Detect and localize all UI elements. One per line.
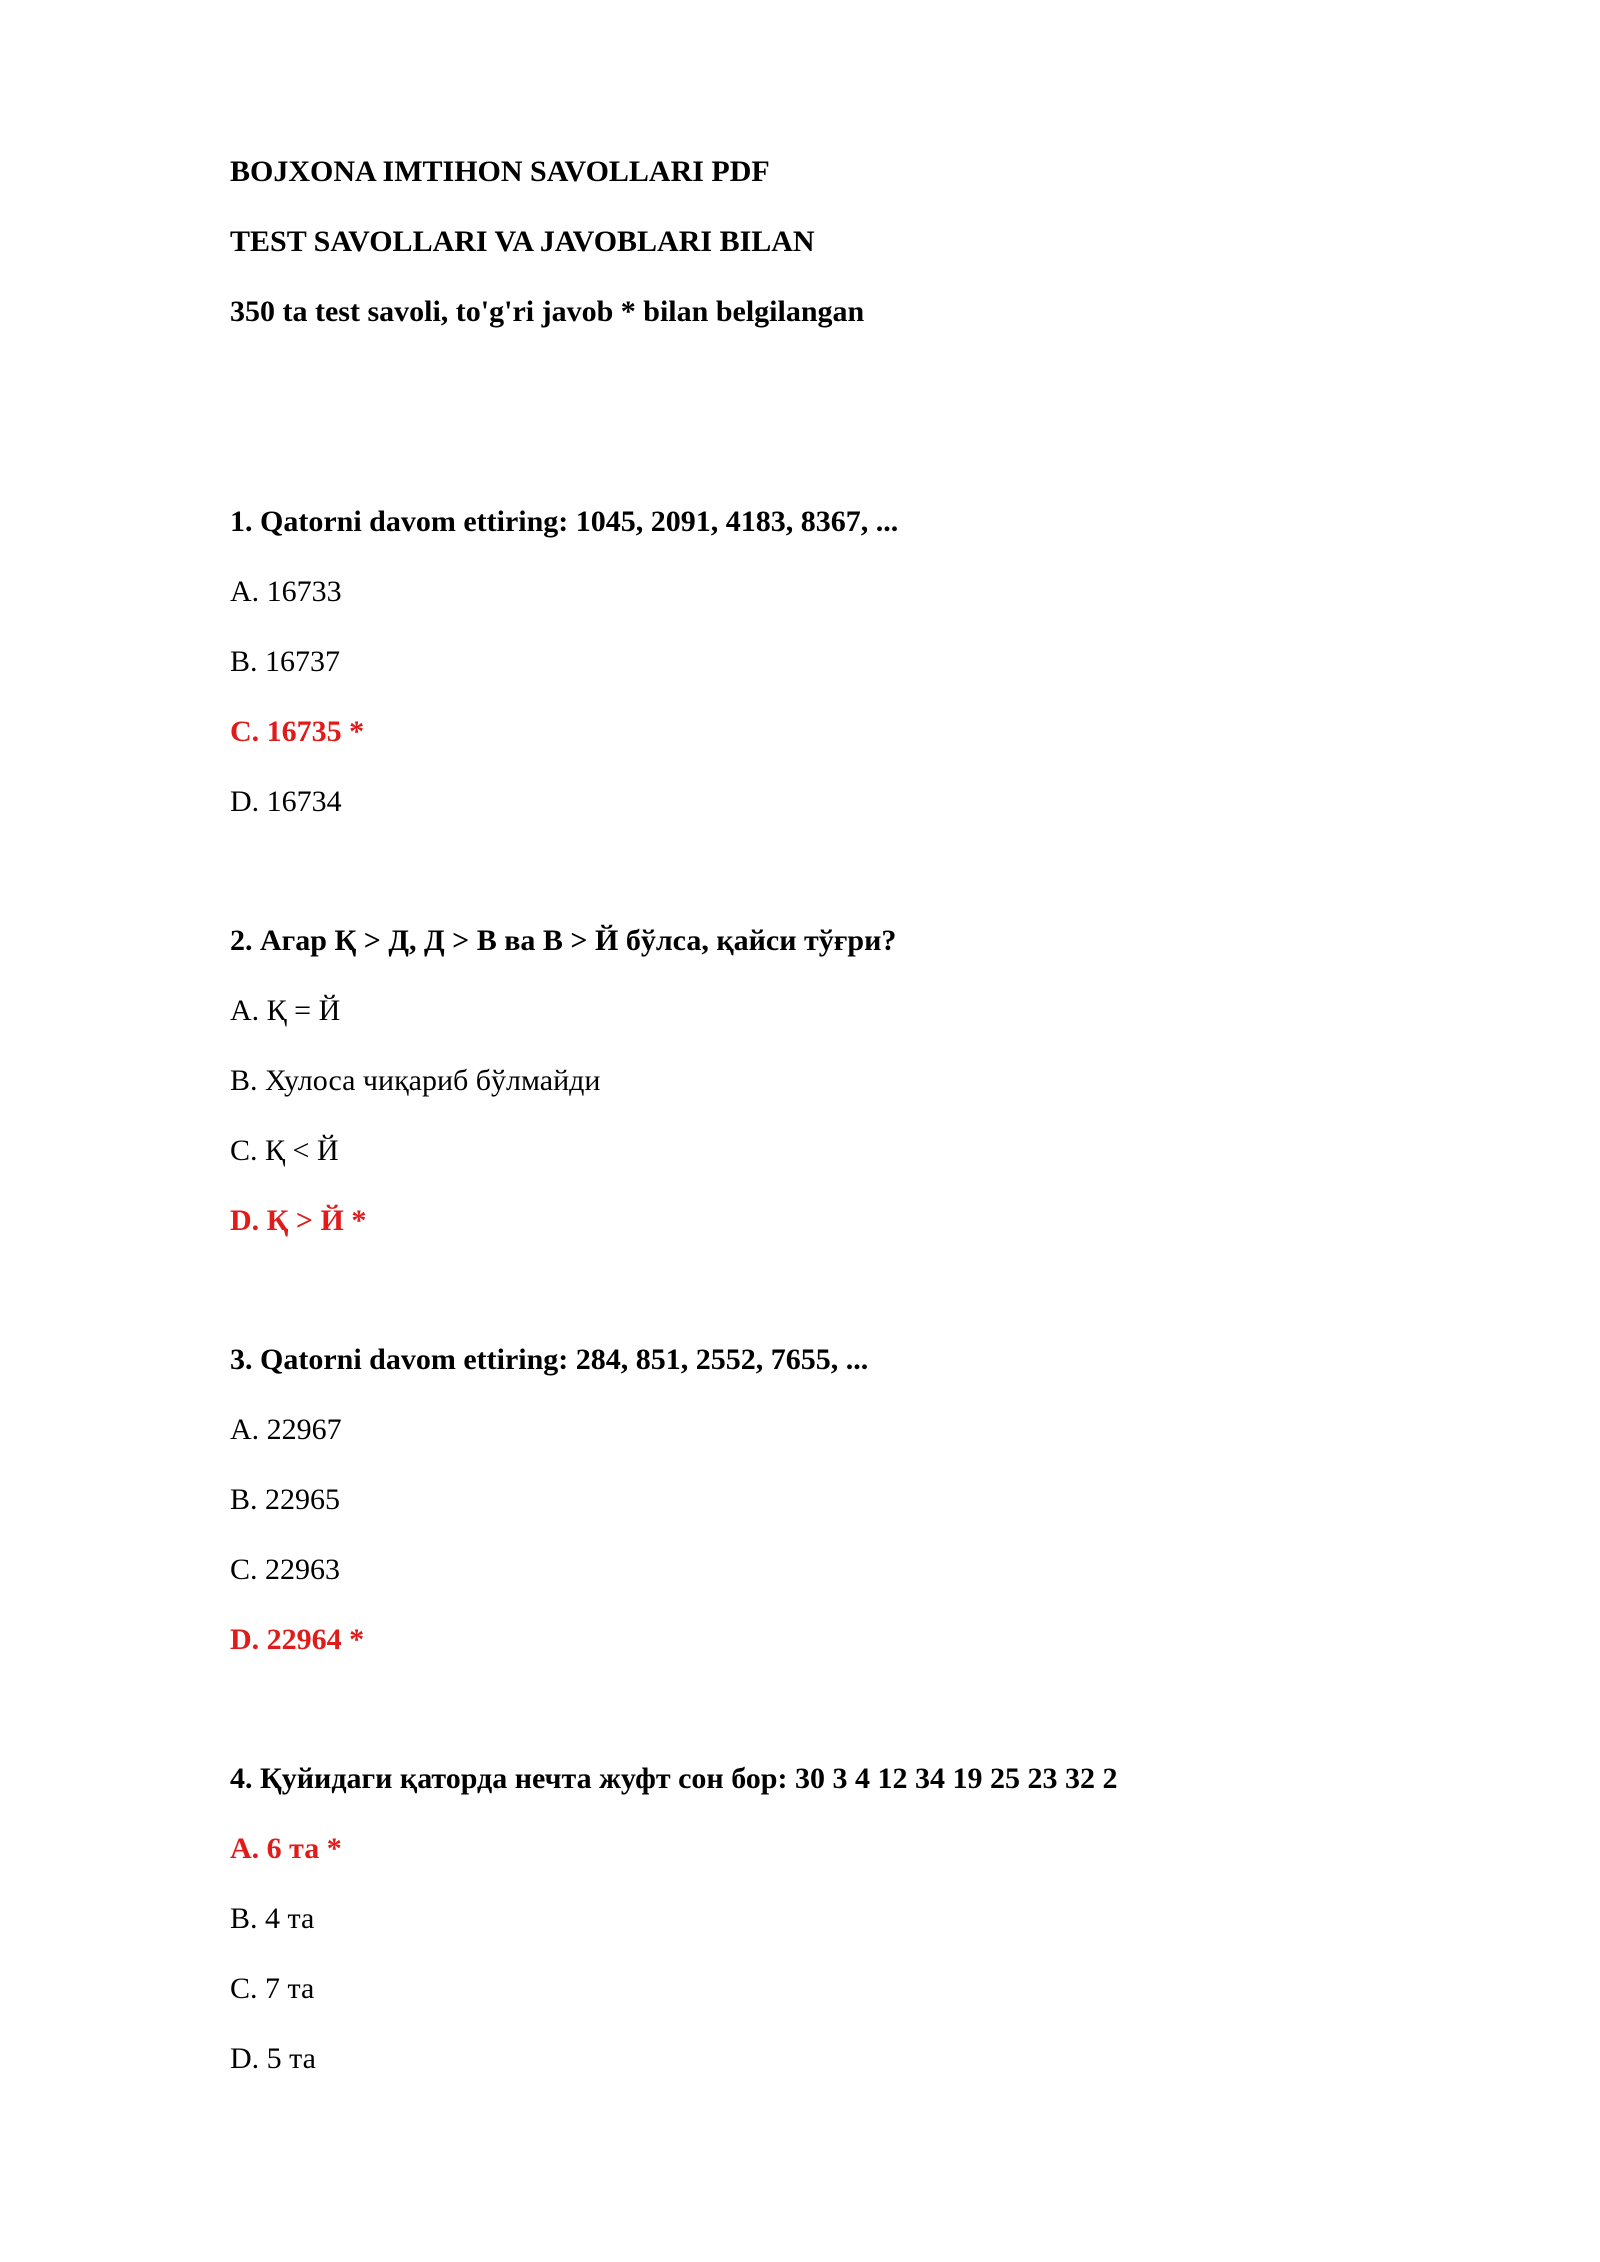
question-1-option-d: D. 16734 [230, 785, 342, 818]
question-1-option-a: A. 16733 [230, 575, 342, 608]
question-2-option-a: A. Қ = Й [230, 994, 341, 1027]
question-3-option-a: A. 22967 [230, 1413, 342, 1446]
question-2-option-d-correct: D. Қ > Й * [230, 1204, 367, 1237]
document-note: 350 ta test savoli, to'g'ri javob * bilan belgilangan [230, 295, 865, 328]
question-2-text: 2. Агар Қ > Д, Д > В ва В > Й бўлса, қайси тўғри? [230, 924, 897, 957]
question-1-option-b: B. 16737 [230, 645, 341, 678]
question-4-option-c: C. 7 та [230, 1972, 315, 2005]
question-3-option-d-correct: D. 22964 * [230, 1623, 365, 1656]
question-3-option-b: B. 22965 [230, 1483, 341, 1516]
question-2-option-c: C. Қ < Й [230, 1134, 339, 1167]
document-subtitle: TEST SAVOLLARI VA JAVOBLARI BILAN [230, 225, 815, 258]
question-4-option-b: B. 4 та [230, 1902, 315, 1935]
question-1-option-c-correct: C. 16735 * [230, 715, 365, 748]
document-title: BOJXONA IMTIHON SAVOLLARI PDF [230, 155, 770, 188]
question-4-option-a-correct: A. 6 та * [230, 1832, 342, 1865]
question-2-option-b: B. Хулоса чиқариб бўлмайди [230, 1064, 601, 1097]
question-3-option-c: C. 22963 [230, 1553, 341, 1586]
question-1-text: 1. Qatorni davom ettiring: 1045, 2091, 4183, 8367, ... [230, 505, 899, 538]
question-3-text: 3. Qatorni davom ettiring: 284, 851, 2552, 7655, ... [230, 1343, 869, 1376]
question-4-option-d: D. 5 та [230, 2042, 316, 2075]
question-4-text: 4. Қуйидаги қаторда нечта жуфт сон бор: 30 3 4 12 34 19 25 23 32 2 [230, 1762, 1118, 1795]
